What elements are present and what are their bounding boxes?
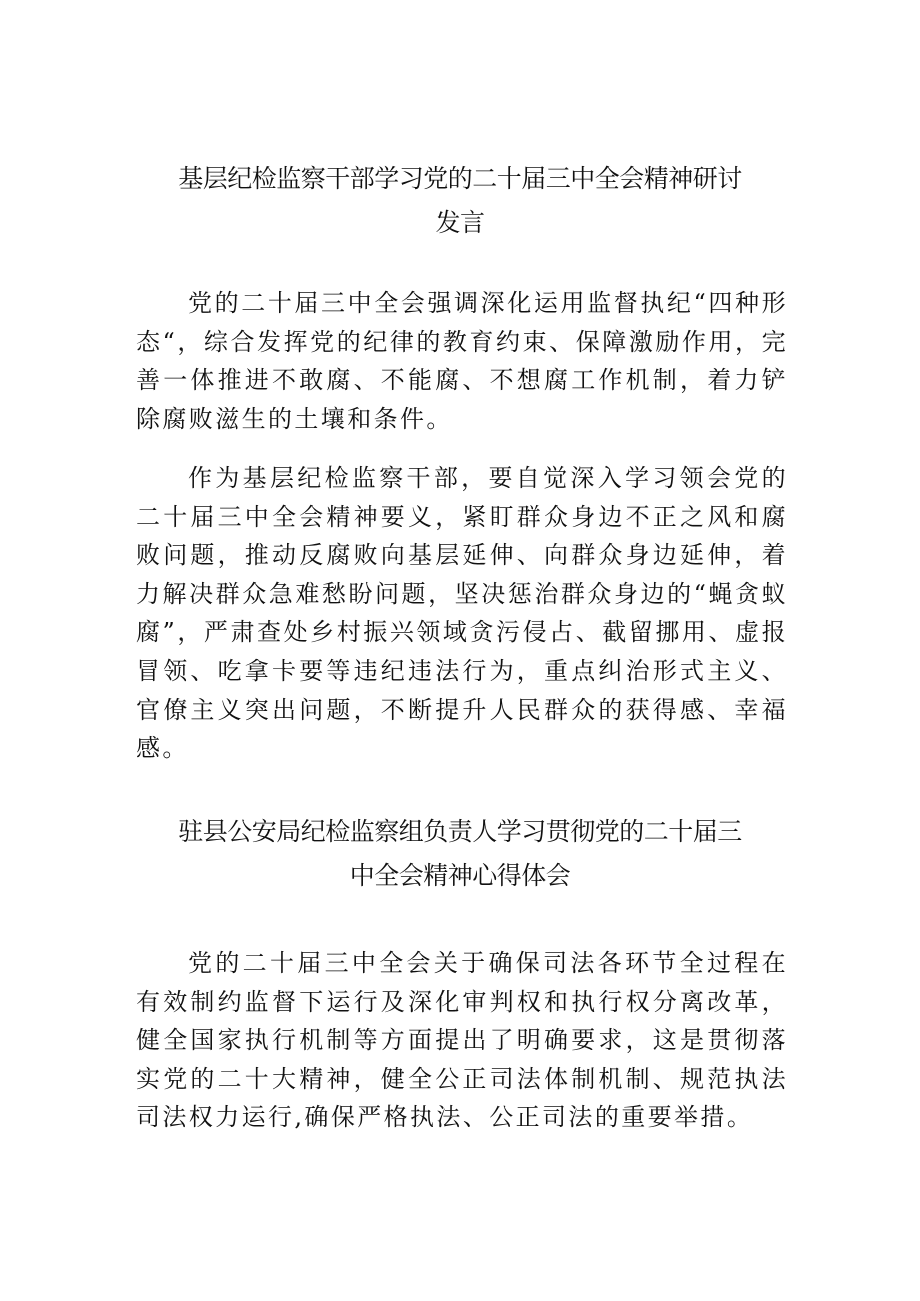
section1-paragraph-2: 作为基层纪检监察干部，要自觉深入学习领会党的二十届三中全会精神要义，紧盯群众身边不正之风和腐败问题，推动反腐败向基层延伸、向群众身边延伸，着力解决群众急难愁盼问题，坚决惩治群众身边的“蝇贪蚁腐”，严肃查处乡村振兴领域贪污侵占、截留挪用、虚报冒领、吃拿卡要等违纪违法行为，重点纠治形式主义、官僚主义突出问题，不断提升人民群众的获得感、幸福感。 xyxy=(136,464,788,763)
section1-title xyxy=(0,157,920,245)
section1-title-line2: 发言 xyxy=(435,208,485,237)
section1-title-line1: 基层纪检监察干部学习党的二十届三中全会精神研讨 xyxy=(178,164,742,193)
section2-title xyxy=(0,810,920,898)
section2-title-line1: 驻县公安局纪检监察组负责人学习贯彻党的二十届三 xyxy=(178,817,742,846)
section1-paragraph-1: 党的二十届三中全会强调深化运用监督执纪“四种形态“，综合发挥党的纪律的教育约束、保障激励作用，完善一体推进不敢腐、不能腐、不想腐工作机制，着力铲除腐败滋生的土壤和条件。 xyxy=(136,289,788,433)
section2-title-line2: 中全会精神心得体会 xyxy=(349,861,571,890)
section2-paragraph-1: 党的二十届三中全会关于确保司法各环节全过程在有效制约监督下运行及深化审判权和执行权分离改革，健全国家执行机制等方面提出了明确要求，这是贯彻落实党的二十大精神，健全公正司法体制机制、规范执法司法权力运行,确保严格执法、公正司法的重要举措。 xyxy=(136,949,788,1132)
